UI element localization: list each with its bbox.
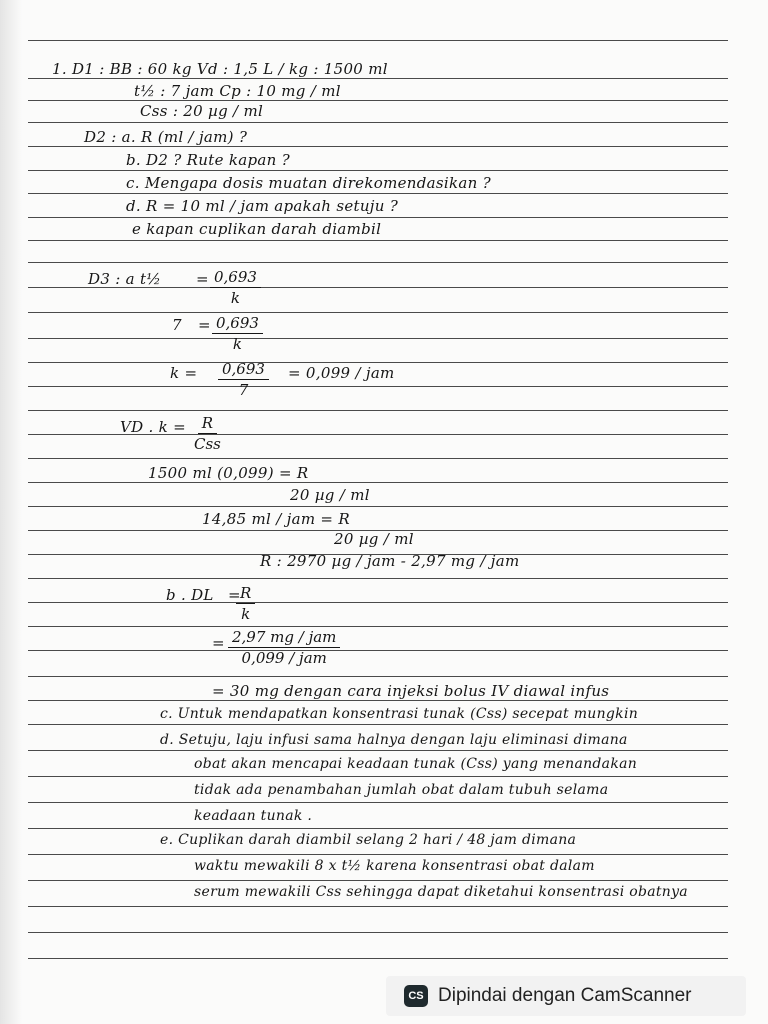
rule-line — [28, 750, 728, 751]
equals-sign: = — [228, 586, 241, 604]
rule-line — [28, 828, 728, 829]
note-line-4: D2 : a. R (ml / jam) ? — [84, 128, 248, 146]
rule-line — [28, 776, 728, 777]
equals-sign: = — [212, 634, 225, 652]
rule-line — [28, 146, 728, 147]
camscanner-watermark — [386, 976, 746, 1016]
camscanner-text: Dipindai dengan CamScanner — [438, 985, 692, 1006]
fraction-denominator: k — [232, 335, 243, 353]
rule-line — [28, 40, 728, 41]
fraction-seven — [212, 314, 263, 353]
rule-line — [28, 676, 728, 677]
note-line-14: 20 µg / ml — [290, 486, 370, 504]
note-line-25: keadaan tunak . — [194, 808, 313, 824]
fraction-numerator: 0,693 — [212, 314, 263, 334]
rule-line — [28, 410, 728, 411]
rule-line — [28, 122, 728, 123]
rule-line — [28, 78, 728, 79]
note-line-27: waktu mewakili 8 x t½ karena konsentrasi obat dalam — [194, 858, 595, 874]
note-line-15: 14,85 ml / jam = R — [202, 510, 350, 528]
fraction-numerator: 0,693 — [210, 268, 261, 288]
rule-line — [28, 906, 728, 907]
rule-line — [28, 386, 728, 387]
rule-line — [28, 193, 728, 194]
rule-line — [28, 602, 728, 603]
note-line-28: serum mewakili Css sehingga dapat diketahui konsentrasi obatnya — [194, 884, 688, 900]
fraction-half-life — [210, 268, 261, 307]
rule-line — [28, 854, 728, 855]
fraction-numerator: R — [198, 414, 217, 434]
note-line-13: 1500 ml (0,099) = R — [148, 464, 309, 482]
fraction-denominator: 7 — [238, 381, 249, 399]
rule-line — [28, 880, 728, 881]
rule-line — [28, 958, 728, 959]
note-line-1: 1. D1 : BB : 60 kg Vd : 1,5 L / kg : 1500 ml — [52, 60, 388, 78]
k-result: = 0,099 / jam — [288, 364, 395, 382]
note-line-11: k = — [170, 364, 198, 382]
rule-line — [28, 650, 728, 651]
rule-line — [28, 362, 728, 363]
note-line-7: d. R = 10 ml / jam apakah setuju ? — [126, 197, 399, 215]
fraction-numerator: R — [236, 584, 255, 604]
note-line-26: e. Cuplikan darah diambil selang 2 hari / 48 jam dimana — [160, 832, 577, 848]
rule-line — [28, 802, 728, 803]
rule-line — [28, 626, 728, 627]
rule-line — [28, 724, 728, 725]
rule-line — [28, 506, 728, 507]
note-line-22: d. Setuju, laju infusi sama halnya dengan laju eliminasi dimana — [160, 732, 628, 748]
fraction-dose — [228, 628, 340, 667]
rule-line — [28, 262, 728, 263]
rule-line — [28, 240, 728, 241]
fraction-r-css — [194, 414, 221, 453]
note-line-2: t½ : 7 jam Cp : 10 mg / ml — [134, 82, 341, 100]
camscanner-logo-icon: CS — [404, 985, 428, 1007]
rule-line — [28, 217, 728, 218]
rule-line — [28, 458, 728, 459]
note-line-20: = 30 mg dengan cara injeksi bolus IV diawal infus — [212, 682, 610, 700]
equals-sign: = — [196, 270, 209, 288]
rule-line — [28, 100, 728, 101]
note-line-6: c. Mengapa dosis muatan direkomendasikan ? — [126, 174, 491, 192]
rule-line — [28, 338, 728, 339]
note-line-23: obat akan mencapai keadaan tunak (Css) yang menandakan — [194, 756, 638, 772]
note-line-3: Css : 20 µg / ml — [140, 102, 264, 120]
note-line-18: b . DL — [166, 586, 214, 604]
equals-sign: = — [198, 316, 211, 334]
fraction-r-k — [236, 584, 255, 623]
note-line-21: c. Untuk mendapatkan konsentrasi tunak (Css) secepat mungkin — [160, 706, 639, 722]
rule-line — [28, 932, 728, 933]
note-line-12: VD . k = — [120, 418, 186, 436]
fraction-numerator: 2,97 mg / jam — [228, 628, 340, 648]
fraction-denominator: 0,099 / jam — [241, 649, 327, 667]
rule-line — [28, 578, 728, 579]
note-line-17: R : 2970 µg / jam - 2,97 mg / jam — [260, 552, 520, 570]
note-line-10: 7 — [172, 316, 182, 334]
rule-line — [28, 170, 728, 171]
note-line-8: e kapan cuplikan darah diambil — [132, 220, 382, 238]
fraction-denominator: k — [241, 605, 251, 623]
note-line-9: D3 : a t½ — [88, 270, 162, 288]
rule-line — [28, 312, 728, 313]
rule-line — [28, 482, 728, 483]
fraction-numerator: 0,693 — [218, 360, 269, 380]
fraction-k — [218, 360, 269, 399]
note-line-5: b. D2 ? Rute kapan ? — [126, 151, 290, 169]
fraction-denominator: k — [230, 289, 241, 307]
note-line-24: tidak ada penambahan jumlah obat dalam tubuh selama — [194, 782, 609, 798]
fraction-denominator: Css — [194, 435, 221, 453]
note-line-16: 20 µg / ml — [334, 530, 414, 548]
rule-line — [28, 700, 728, 701]
